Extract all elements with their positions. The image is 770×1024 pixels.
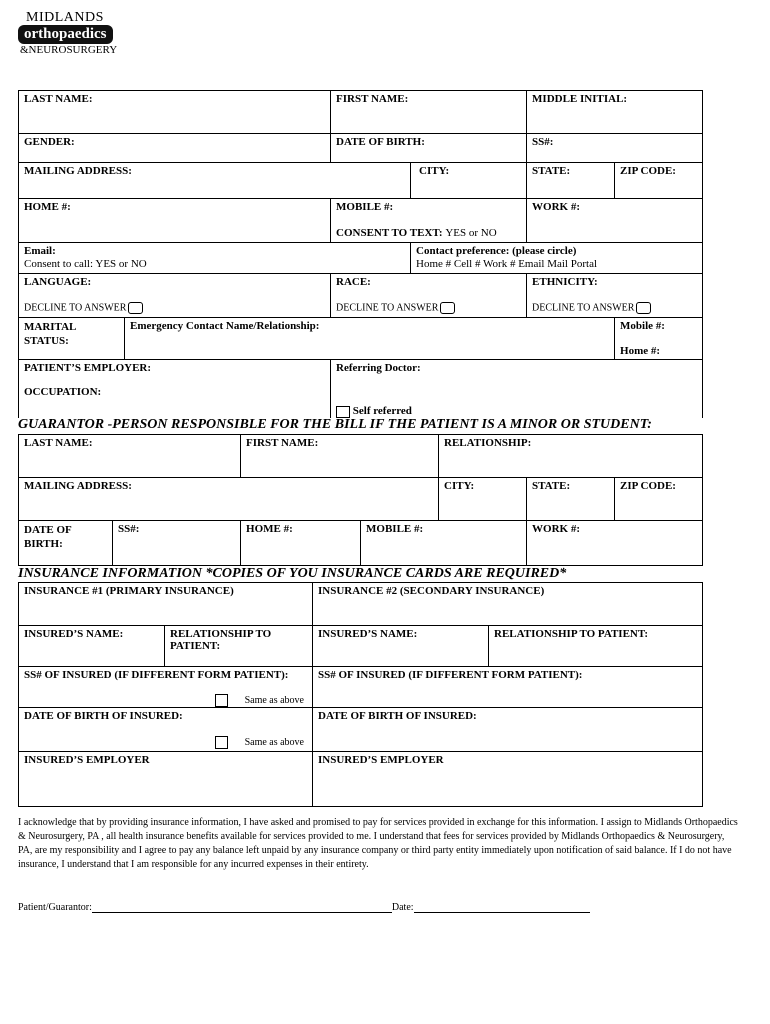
- primary-ss-insured[interactable]: SS# OF INSURED (IF DIFFERENT FORM PATIENT): Same as above: [19, 667, 313, 708]
- dob-field[interactable]: DATE OF BIRTH:: [331, 134, 527, 163]
- secondary-insured-name[interactable]: INSURED’S NAME:: [313, 626, 489, 667]
- decline-language-checkbox[interactable]: [128, 302, 143, 314]
- patient-guarantor-label: Patient/Guarantor:: [18, 902, 92, 913]
- consent-to-text[interactable]: CONSENT TO TEXT: YES or NO: [336, 227, 497, 239]
- practice-logo: [18, 10, 128, 56]
- employer-field[interactable]: PATIENT’S EMPLOYER: OCCUPATION:: [19, 360, 331, 418]
- guarantor-ss[interactable]: SS#:: [113, 521, 241, 566]
- email-field[interactable]: Email: Consent to call: YES or NO: [19, 243, 411, 274]
- middle-initial-field[interactable]: MIDDLE INITIAL:: [527, 91, 703, 134]
- guarantor-last-name[interactable]: LAST NAME:: [19, 435, 241, 478]
- patient-signature-line[interactable]: [92, 902, 392, 913]
- consent-to-call[interactable]: Consent to call: YES or NO: [24, 258, 147, 270]
- secondary-insurance-field[interactable]: INSURANCE #2 (SECONDARY INSURANCE): [313, 583, 703, 626]
- ethnicity-field[interactable]: ETHNICITY: DECLINE TO ANSWER: [527, 274, 703, 318]
- secondary-insured-employer[interactable]: INSURED’S EMPLOYER: [313, 752, 703, 807]
- race-field[interactable]: RACE: DECLINE TO ANSWER: [331, 274, 527, 318]
- first-name-field[interactable]: FIRST NAME:: [331, 91, 527, 134]
- guarantor-first-name[interactable]: FIRST NAME:: [241, 435, 439, 478]
- logo-line-3: &NEUROSURGERY: [20, 44, 118, 56]
- guarantor-work[interactable]: WORK #:: [527, 521, 703, 566]
- guarantor-home[interactable]: HOME #:: [241, 521, 361, 566]
- primary-insurance-field[interactable]: INSURANCE #1 (PRIMARY INSURANCE): [19, 583, 313, 626]
- logo-line-1: MIDLANDS: [26, 10, 104, 25]
- same-as-above-checkbox-2[interactable]: [215, 736, 228, 749]
- guarantor-zip[interactable]: ZIP CODE:: [615, 478, 703, 521]
- guarantor-relationship[interactable]: RELATIONSHIP:: [439, 435, 703, 478]
- work-phone-field[interactable]: WORK #:: [527, 199, 703, 243]
- primary-insured-employer[interactable]: INSURED’S EMPLOYER: [19, 752, 313, 807]
- acknowledgement-text: I acknowledge that by providing insurance information, I have asked and promised to pay for services provided in exchange for this information. I assign to Midlands Orthopaedics & Neurosurgery, PA , all health insurance benefits available for services provided to me. I understand that fees for services provided by Midlands Orthopaedics & Neurosurgery, PA, are my responsibility and I agree to pay any balance left unpaid by any insurance company or third party entity immediately upon notification of said balance. If I do not have insurance, I understand that I am responsible for any incurred expenses in their entirety.: [18, 817, 738, 870]
- self-referred-checkbox[interactable]: [336, 406, 350, 418]
- gender-field[interactable]: GENDER:: [19, 134, 331, 163]
- guarantor-mobile[interactable]: MOBILE #:: [361, 521, 527, 566]
- ss-field[interactable]: SS#:: [527, 134, 703, 163]
- emergency-phones[interactable]: [615, 318, 703, 360]
- guarantor-mailing[interactable]: MAILING ADDRESS:: [19, 478, 439, 521]
- patient-info-table: [18, 90, 703, 418]
- contact-preference[interactable]: Contact preference: (please circle) Home # Cell # Work # Email Mail Portal: [411, 243, 703, 274]
- guarantor-state[interactable]: STATE:: [527, 478, 615, 521]
- language-field[interactable]: LANGUAGE: DECLINE TO ANSWER: [19, 274, 331, 318]
- secondary-relationship[interactable]: RELATIONSHIP TO PATIENT:: [489, 626, 703, 667]
- date-line[interactable]: [414, 902, 590, 913]
- emergency-mobile-label: Mobile #:: [620, 320, 665, 332]
- last-name-field[interactable]: LAST NAME:: [19, 91, 331, 134]
- primary-dob-insured[interactable]: DATE OF BIRTH OF INSURED: Same as above: [19, 708, 313, 752]
- signature-row: [18, 902, 618, 913]
- same-as-above-checkbox-1[interactable]: [215, 694, 228, 707]
- secondary-dob-insured[interactable]: DATE OF BIRTH OF INSURED:: [313, 708, 703, 752]
- emergency-contact-field[interactable]: Emergency Contact Name/Relationship:: [125, 318, 615, 360]
- logo-line-2: orthopaedics: [18, 25, 113, 44]
- guarantor-dob[interactable]: DATE OF BIRTH:: [19, 521, 113, 566]
- primary-relationship[interactable]: RELATIONSHIP TO PATIENT:: [165, 626, 313, 667]
- decline-ethnicity-checkbox[interactable]: [636, 302, 651, 314]
- mailing-address-field[interactable]: MAILING ADDRESS:: [19, 163, 411, 199]
- mobile-phone-field[interactable]: MOBILE #: CONSENT TO TEXT: YES or NO: [331, 199, 527, 243]
- home-phone-field[interactable]: HOME #:: [19, 199, 331, 243]
- state-field[interactable]: STATE:: [527, 163, 615, 199]
- referring-doctor-field[interactable]: Referring Doctor: Self referred: [331, 360, 703, 418]
- secondary-ss-insured[interactable]: SS# OF INSURED (IF DIFFERENT FORM PATIENT):: [313, 667, 703, 708]
- marital-status-field[interactable]: MARITAL STATUS:: [19, 318, 125, 360]
- guarantor-city[interactable]: CITY:: [439, 478, 527, 521]
- insurance-table: [18, 582, 703, 807]
- zip-field[interactable]: ZIP CODE:: [615, 163, 703, 199]
- date-label: Date:: [391, 902, 414, 913]
- guarantor-table: [18, 434, 703, 566]
- decline-race-checkbox[interactable]: [440, 302, 455, 314]
- insurance-heading: INSURANCE INFORMATION *COPIES OF YOU INSURANCE CARDS ARE REQUIRED*: [18, 566, 567, 581]
- primary-insured-name[interactable]: INSURED’S NAME:: [19, 626, 165, 667]
- city-field[interactable]: CITY:: [411, 163, 527, 199]
- contact-preference-options[interactable]: Home # Cell # Work # Email Mail Portal: [416, 258, 598, 270]
- emergency-home-label: Home #:: [620, 345, 661, 357]
- guarantor-heading: GUARANTOR -PERSON RESPONSIBLE FOR THE BILL IF THE PATIENT IS A MINOR OR STUDENT:: [18, 417, 652, 432]
- occupation-field[interactable]: OCCUPATION:: [24, 386, 102, 398]
